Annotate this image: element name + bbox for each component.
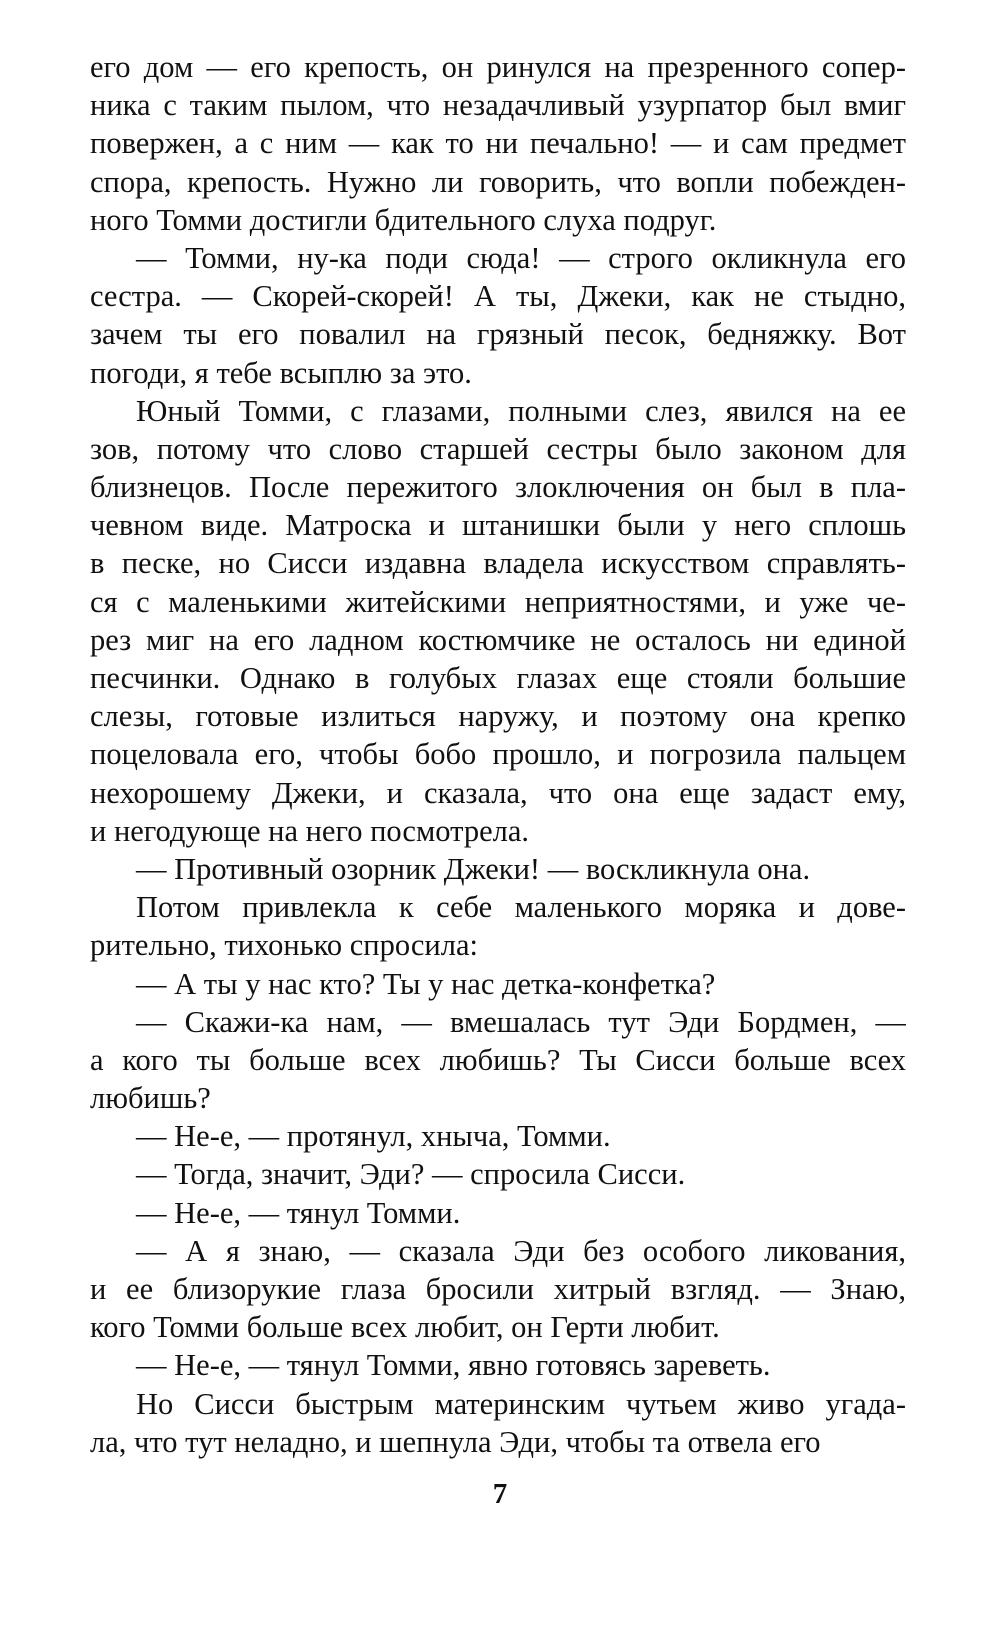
paragraph — [90, 1117, 906, 1155]
text-line: в песке, но Сисси издавна владела искусством справлять- — [90, 546, 906, 581]
text-line: — Не-е, — тянул Томми. — [136, 1195, 461, 1230]
paragraph — [90, 1385, 906, 1461]
paragraph — [90, 1346, 906, 1384]
text-line: — А я знаю, — сказала Эди без особого ликования, — [136, 1233, 906, 1268]
paragraph — [90, 850, 906, 888]
text-line: Потом привлекла к себе маленького моряка и дове- — [136, 890, 906, 925]
text-line: повержен, а с ним — как то ни печально! — и сам предмет — [90, 126, 906, 161]
text-line: рез миг на его ладном костюмчике не осталось ни единой — [90, 622, 906, 657]
text-line: кого Томми больше всех любит, он Герти любит. — [90, 1310, 720, 1345]
text-line: спора, крепость. Нужно ли говорить, что вопли побежден- — [90, 164, 906, 199]
text-line: погоди, я тебе всыплю за это. — [90, 355, 472, 390]
text-line: сестра. — Скорей-скорей! А ты, Джеки, как не стыдно, — [90, 279, 906, 314]
text-line: ного Томми достигли бдительного слуха подруг. — [90, 202, 717, 237]
text-line: ника с таким пылом, что незадачливый узурпатор был вмиг — [90, 88, 906, 123]
text-line: — Скажи-ка нам, — вмешалась тут Эди Бордмен, — — [136, 1004, 906, 1039]
paragraph — [90, 48, 906, 239]
paragraph — [90, 888, 906, 964]
text-line: а кого ты больше всех любишь? Ты Сисси больше всех — [90, 1042, 906, 1077]
paragraph — [90, 1194, 906, 1232]
text-line: и ее близорукие глаза бросили хитрый взгляд. — Знаю, — [90, 1272, 906, 1306]
paragraph — [90, 239, 906, 392]
text-line: — А ты у нас кто? Ты у нас детка-конфетка? — [136, 966, 716, 1001]
text-line: чевном виде. Матроска и штанишки были у него сплошь — [90, 508, 906, 543]
text-line: любишь? — [90, 1081, 211, 1116]
text-line: зачем ты его повалил на грязный песок, бедняжку. Вот — [90, 317, 906, 352]
page-number: 7 — [492, 1478, 508, 1510]
text-line: песчинки. Однако в голубых глазах еще стояли большие — [90, 661, 906, 695]
paragraph — [90, 965, 906, 1003]
text-line: — Не-е, — тянул Томми, явно готовясь зареветь. — [136, 1348, 771, 1383]
paragraph — [90, 1232, 906, 1347]
text-line: — Тогда, значит, Эди? — спросила Сисси. — [136, 1157, 686, 1192]
text-line: — Не-е, — протянул, хныча, Томми. — [136, 1119, 611, 1154]
text-line: нехорошему Джеки, и сказала, что она еще задаст ему, — [90, 775, 906, 810]
text-line: рительно, тихонько спросила: — [90, 928, 478, 963]
text-line: слезы, готовые излиться наружу, и поэтому она крепко — [90, 699, 906, 734]
text-line: — Противный озорник Джеки! — воскликнула она. — [136, 851, 811, 886]
text-line: Юный Томми, с глазами, полными слез, явился на ее — [136, 393, 906, 428]
paragraph — [90, 392, 906, 850]
text-line: и негодующе на него посмотрела. — [90, 813, 529, 848]
text-line: ла, что тут неладно, и шепнула Эди, чтобы та отвела его — [90, 1424, 821, 1459]
text-line: ся с маленькими житейскими неприятностями, и уже че- — [90, 584, 906, 619]
paragraph — [90, 1003, 906, 1118]
text-line: — Томми, ну-ка поди сюда! — строго окликнула его — [136, 240, 906, 275]
paragraph — [90, 1155, 906, 1193]
body-text — [90, 48, 906, 1461]
text-line: зов, потому что слово старшей сестры было законом для — [90, 431, 906, 466]
text-line: близнецов. После пережитого злоключения он был в пла- — [90, 470, 906, 505]
text-line: поцеловала его, чтобы бобо прошло, и погрозила пальцем — [90, 737, 906, 772]
text-line: его дом — его крепость, он ринулся на презренного сопер- — [90, 50, 906, 84]
text-line: Но Сисси быстрым материнским чутьем живо угада- — [136, 1386, 906, 1421]
